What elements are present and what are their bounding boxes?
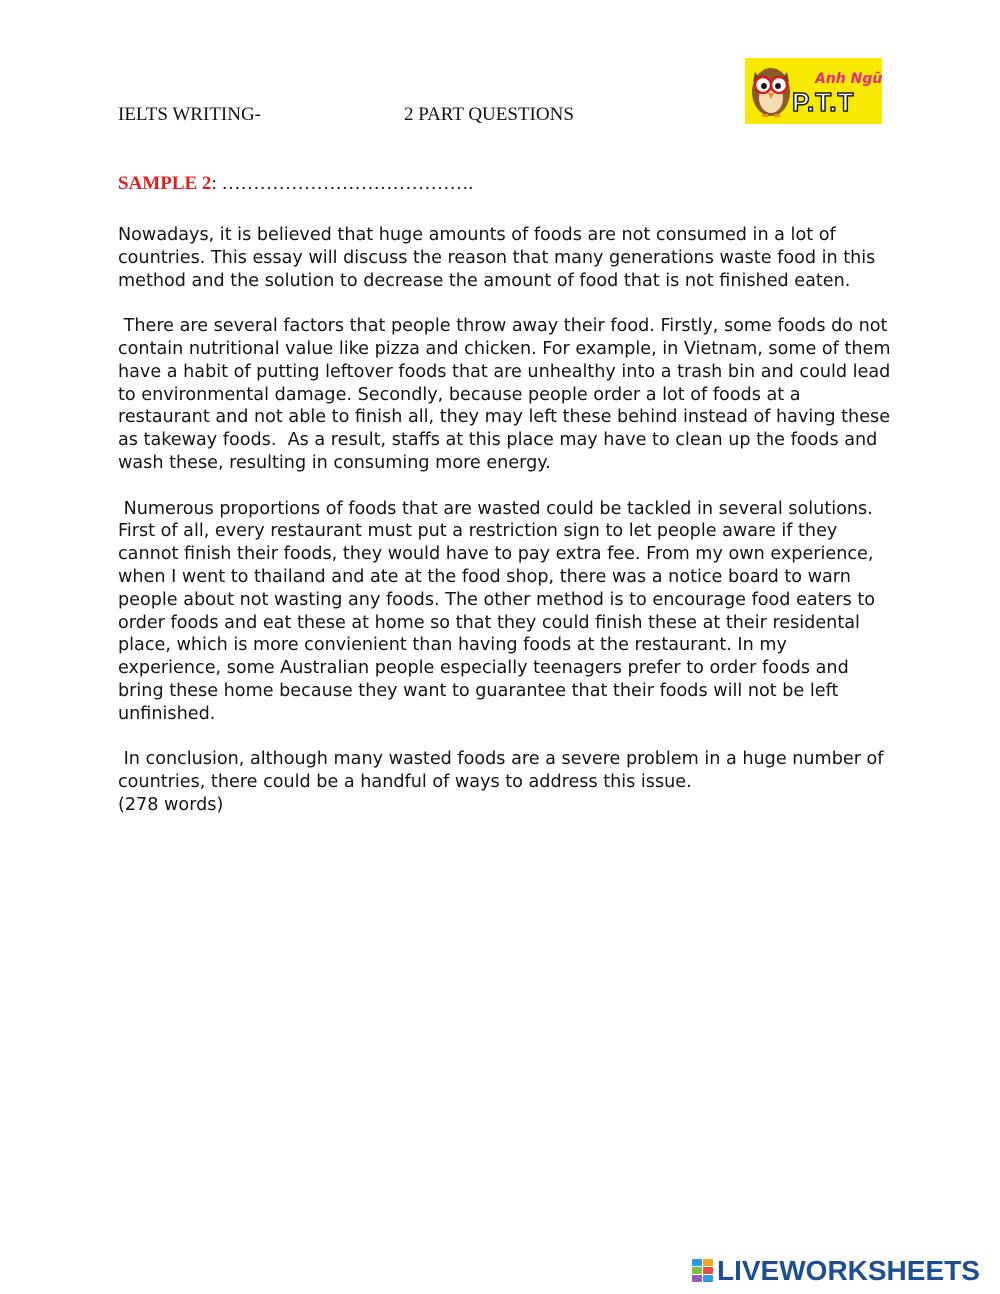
essay-paragraph-solutions: Numerous proportions of foods that are wasted could be tackled in several solutions. First of all, every restaurant must put a restriction sign to let people aware if they cannot finish their foods, they would have to pay extra fee. From my own experience, when I went to thailand and ate at the food shop, there was a notice board to warn people about not wasting any foods. The other method is to encourage food eaters to order foods and eat these at home so that they could finish these at their residental place, which is more convienient than having foods at the restaurant. In my experience, some Australian people especially teenagers prefer to order foods and bring these home because they want to guarantee that their foods will not be left unfinished. bbox=[118, 498, 881, 724]
anh-ngu-ptt-logo bbox=[745, 58, 882, 124]
liveworksheets-text: LIVEWORKSHEETS bbox=[717, 1255, 980, 1286]
owl-logo-icon bbox=[745, 58, 882, 124]
logo-line1: Anh Ngữ bbox=[815, 71, 882, 87]
page-header bbox=[118, 104, 574, 126]
sample-label: SAMPLE 2 bbox=[118, 173, 212, 194]
liveworksheets-brand bbox=[692, 1257, 980, 1285]
essay-paragraph-conclusion: In conclusion, although many wasted foods are a severe problem in a huge number of countries, there could be a handful of ways to address this issue. (278 words) bbox=[118, 749, 884, 815]
essay-paragraph-causes: There are several factors that people throw away their food. Firstly, some foods do not contain nutritional value like pizza and chicken. For example, in Vietnam, some of them have a habit of putting leftover foods that are unhealthy into a trash bin and could lead to environmental damage. Secondly, because people order a lot of foods at a restaurant and not able to finish all, they may left these behind instead of having these as takeway foods. As a result, staffs at this place may have to clean up the foods and wash these, resulting in consuming more energy. bbox=[118, 316, 897, 473]
sample-blank: : …………………………………. bbox=[211, 173, 474, 194]
sample-heading bbox=[118, 173, 473, 195]
liveworksheets-logo-icon bbox=[692, 1259, 714, 1283]
header-right: 2 PART QUESTIONS bbox=[404, 104, 574, 125]
logo-line2: P.T.T bbox=[792, 87, 855, 117]
header-left: IELTS WRITING- bbox=[118, 104, 262, 125]
essay-paragraph-intro: Nowadays, it is believed that huge amounts of foods are not consumed in a lot of countries. This essay will discuss the reason that many generations waste food in this method and the solution to decrease the amount of food that is not finished eaten. bbox=[118, 225, 881, 291]
essay-body bbox=[118, 224, 897, 840]
